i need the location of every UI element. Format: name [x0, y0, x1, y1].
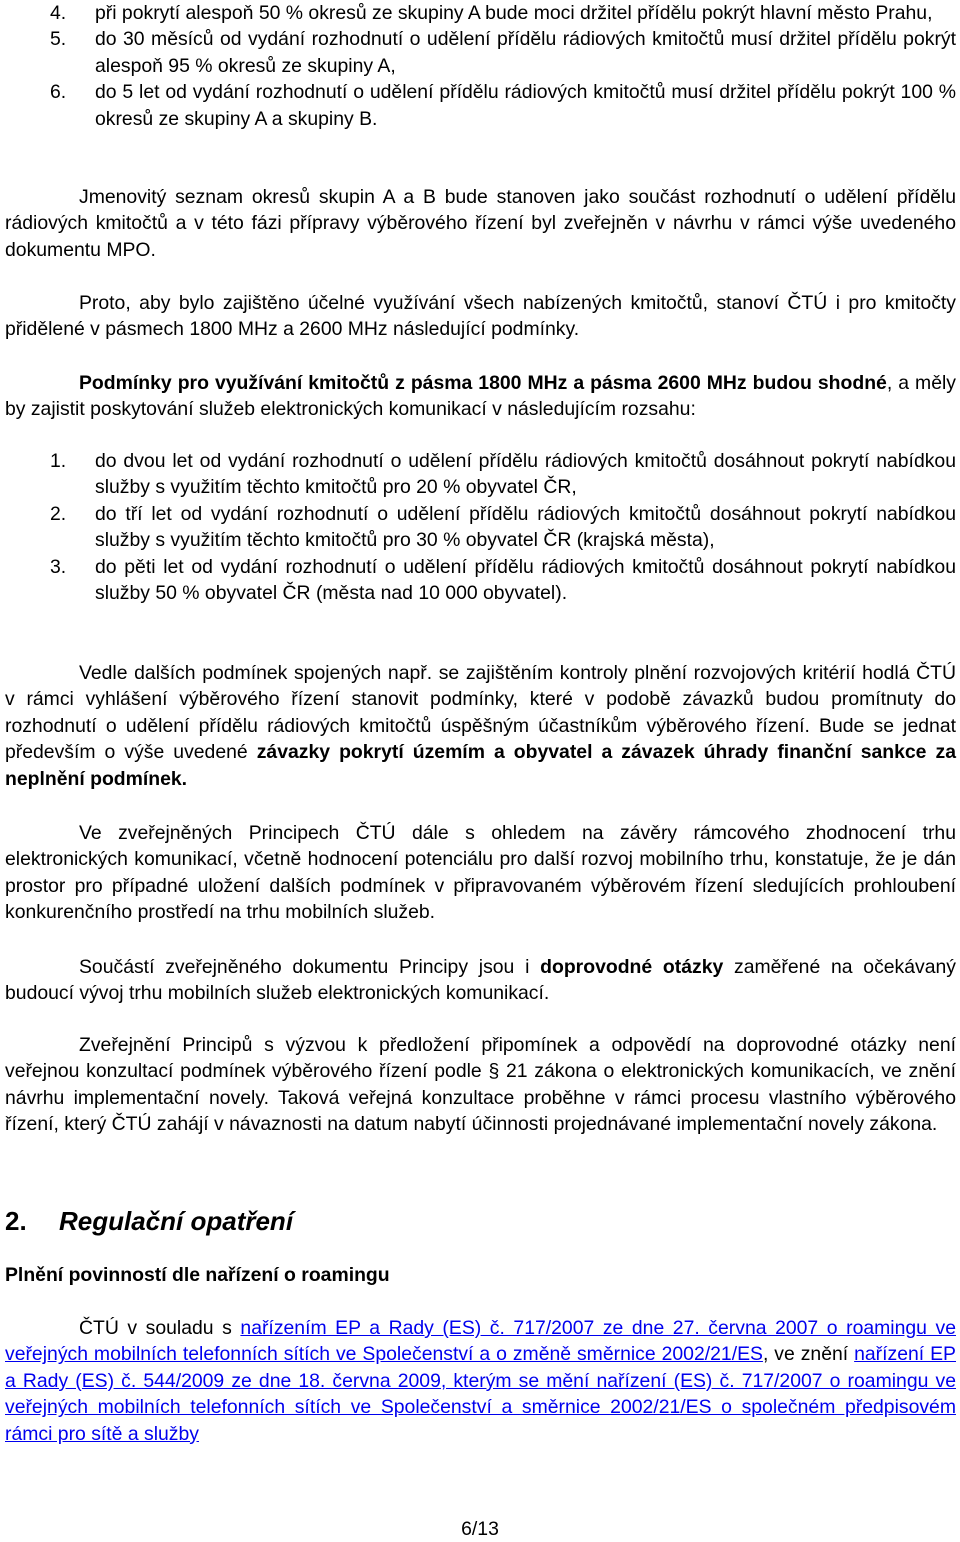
conditions-list: [5, 448, 956, 606]
coverage-list-top: [5, 0, 956, 132]
link-regulation-544-2009[interactable]: nařízení EP a Rady (ES) č. 544/2009 ze dne 18. června 2009, kterým se mění nařízení (ES) č. 717/2007 o roamingu ve veřejných mobilních telefonních sítích ve Společenství a směrnice 2002/21/ES o společném předpisovém rámci pro sítě a služby: [5, 1343, 956, 1445]
section-title: Regulační opatření: [59, 1206, 294, 1236]
paragraph-vedle: [5, 660, 956, 792]
link-regulation-717-2007[interactable]: nařízením EP a Rady (ES) č. 717/2007 ze dne 27. června 2007 o roamingu ve veřejných mobilních telefonních sítích ve Společenství a o změně směrnice 2002/21/ES: [5, 1317, 956, 1366]
paragraph-zverejneni: Zveřejnění Principů s výzvou k předložení připomínek a odpovědí na doprovodné otázky není veřejnou konzultací podmínek výběrového řízení podle § 21 zákona o elektronických komunikacích, ve znění návrhu implementační novely. Taková veřejná konzultace proběhne v rámci procesu vlastního výběrového řízení, který ČTÚ zahájí v návaznosti na datum nabytí účinnosti projednávané implementační novely zákona.: [5, 1034, 956, 1136]
list-text: při pokrytí alespoň 50 % okresů ze skupiny A bude moci držitel přídělu pokrýt hlavní město Prahu,: [95, 2, 933, 24]
list-item: [5, 448, 956, 501]
paragraph-soucasti: [5, 954, 956, 1007]
bold-text: Podmínky pro využívání kmitočtů z pásma 1800 MHz a pásma 2600 MHz budou shodné: [79, 372, 887, 394]
paragraph-text: ČTÚ v souladu s: [79, 1317, 241, 1339]
bold-text: doprovodné otázky: [540, 956, 724, 978]
section-heading: [5, 1204, 956, 1238]
paragraph-proto: Proto, aby bylo zajištěno účelné využívání všech nabízených kmitočtů, stanoví ČTÚ i pro kmitočty přidělené v pásmech 1800 MHz a 2600 MHz následující podmínky.: [5, 292, 956, 341]
list-number: 3.: [50, 555, 67, 578]
paragraph-podminky: [5, 370, 956, 423]
paragraph-jmenovity-seznam: Jmenovitý seznam okresů skupin A a B bude stanoven jako součást rozhodnutí o udělení přídělu rádiových kmitočtů a v této fázi přípravy výběrového řízení byl zveřejněn v návrhu v rámci výše uvedeného dokumentu MPO.: [5, 186, 956, 261]
list-number: 5.: [50, 28, 67, 51]
list-text: do dvou let od vydání rozhodnutí o udělení přídělu rádiových kmitočtů dosáhnout pokrytí nabídkou služby s využitím těchto kmitočtů pro 20 % obyvatel ČR,: [95, 450, 956, 499]
paragraph-text: zaměřené na očekávaný budoucí vývoj trhu mobilních služeb elektronických komunikací.: [5, 956, 956, 1005]
paragraph-text: Vedle dalších podmínek spojených např. se zajištěním kontroly plnění rozvojových kritérií hodlá ČTÚ v rámci vyhlášení výběrového řízení stanovit podmínky, které v podobě závazků budou promítnuty do rozhodnutí o udělení přídělu rádiových kmitočtů úspěšným účastníkům výběrového řízení. Bude se jednat především o výše uvedené: [5, 662, 956, 764]
subsection-heading: Plnění povinností dle nařízení o roamingu: [5, 1264, 390, 1286]
list-text: do pěti let od vydání rozhodnutí o udělení přídělu rádiových kmitočtů dosáhnout pokrytí nabídkou služby 50 % obyvatel ČR (města nad 10 000 obyvatel).: [95, 555, 956, 605]
paragraph-text: , a měly by zajistit poskytování služeb elektronických komunikací v následujícím rozsahu:: [5, 372, 956, 421]
page-number: 6/13: [461, 1518, 499, 1540]
list-item: [5, 0, 956, 26]
list-number: 1.: [50, 450, 67, 472]
list-item: [5, 26, 956, 79]
list-item: [5, 554, 956, 607]
paragraph-ve-zverejnenych: Ve zveřejněných Principech ČTÚ dále s ohledem na závěry rámcového zhodnocení trhu elektronických komunikací, včetně hodnocení potenciálu pro další rozvoj mobilního trhu, konstatuje, že je dán prostor pro případné uložení dalších podmínek v připravovaném výběrovém řízení sledujících prohloubení konkurenčního prostředí na trhu mobilních služeb.: [5, 822, 956, 924]
list-item: [5, 79, 956, 132]
section-number: 2.: [5, 1206, 27, 1236]
list-text: do 30 měsíců od vydání rozhodnutí o udělení přídělu rádiových kmitočtů musí držitel přídělu pokrýt alespoň 95 % okresů ze skupiny A,: [95, 28, 956, 77]
paragraph-ctu-roaming: [5, 1315, 956, 1447]
list-number: 2.: [50, 502, 67, 525]
list-text: do tří let od vydání rozhodnutí o udělení přídělu rádiových kmitočtů dosáhnout pokrytí nabídkou služby s využitím těchto kmitočtů pro 30 % obyvatel ČR (krajská města),: [95, 502, 956, 552]
paragraph-text: , ve znění: [762, 1343, 855, 1366]
paragraph-text: Součástí zveřejněného dokumentu Principy jsou i: [79, 956, 541, 978]
list-number: 4.: [50, 2, 67, 24]
list-item: [5, 501, 956, 554]
list-text: do 5 let od vydání rozhodnutí o udělení přídělu rádiových kmitočtů musí držitel přídělu pokrýt 100 % okresů ze skupiny A a skupiny B.: [95, 81, 956, 130]
list-number: 6.: [50, 81, 67, 104]
bold-text: závazky pokrytí územím a obyvatel a závazek úhrady finanční sankce za neplnění podmínek.: [5, 741, 956, 790]
